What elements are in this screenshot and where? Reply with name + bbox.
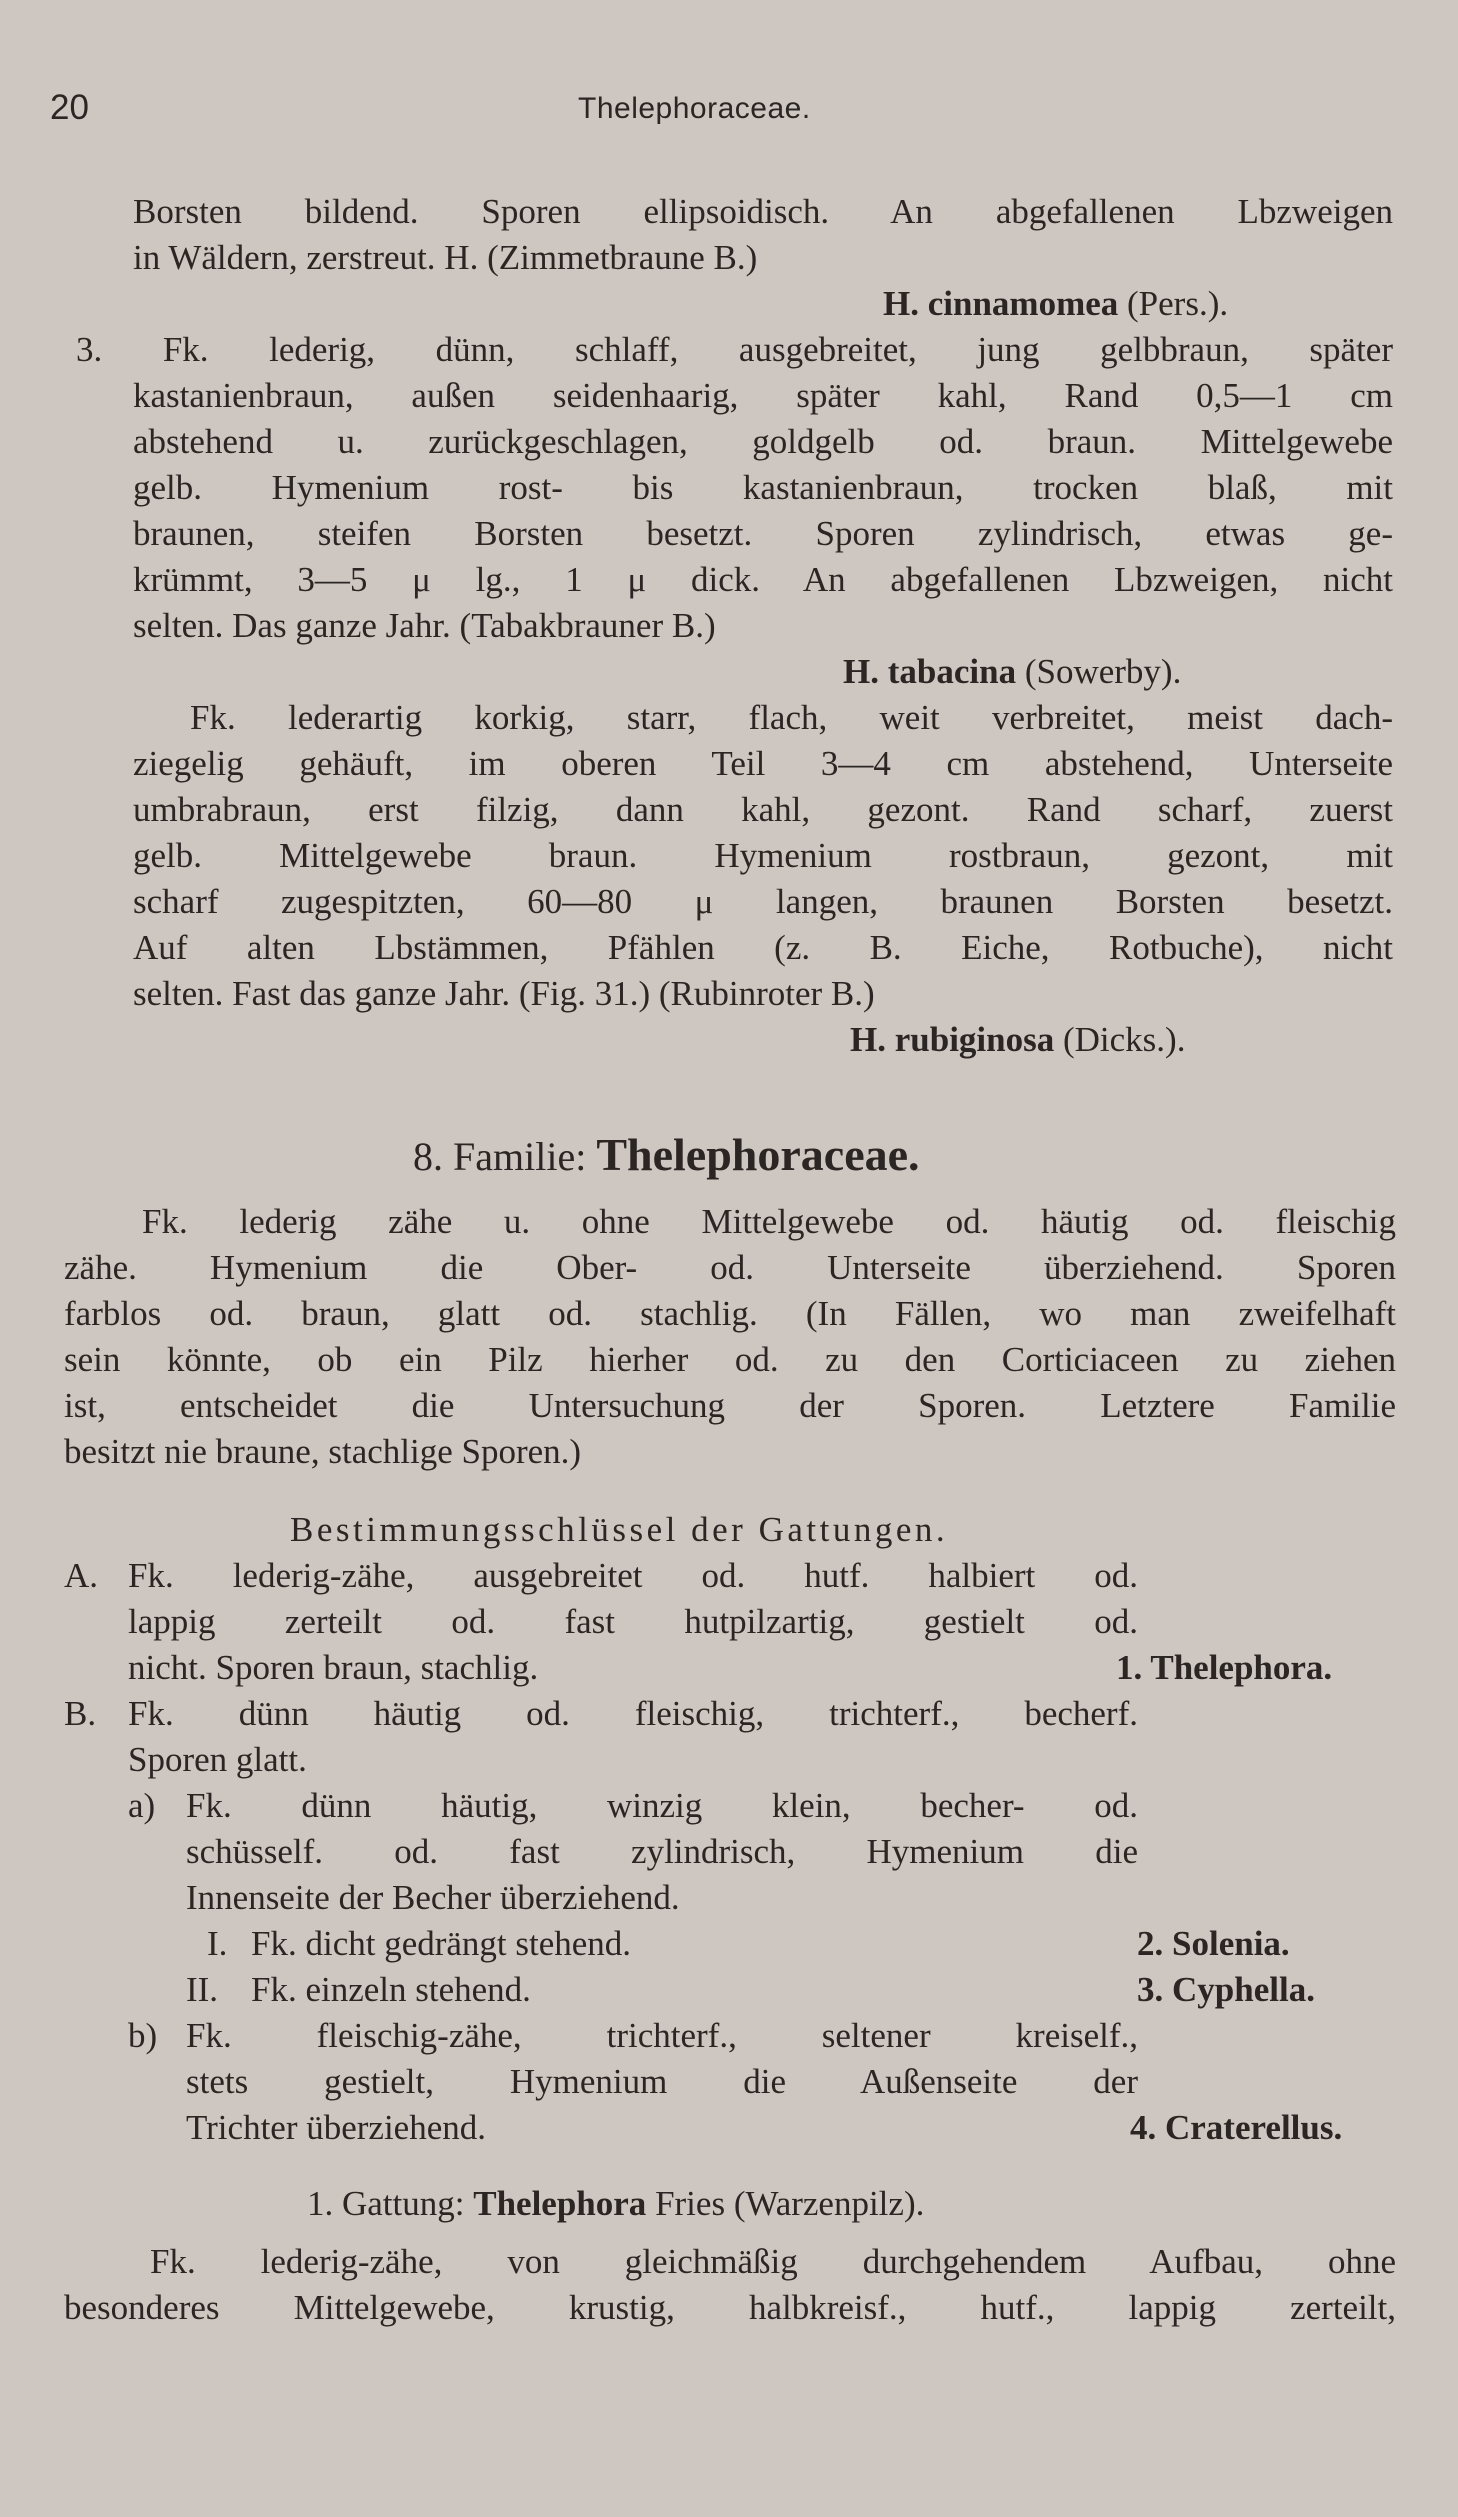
- text-line: sein könnte, ob ein Pilz hierher od. zu den Corticiaceen zu ziehen: [64, 1340, 1396, 1379]
- running-title: Thelephoraceae.: [578, 92, 811, 125]
- text-line: gelb. Hymenium rost- bis kastanienbraun, trocken blaß, mit: [133, 468, 1393, 507]
- key-text: stets gestielt, Hymenium die Außenseite der: [186, 2062, 1138, 2101]
- key-text: Fk. lederig-zähe, ausgebreitet od. hutf. halbiert od.: [128, 1556, 1138, 1595]
- key-result: 2. Solenia.: [1137, 1924, 1290, 1963]
- text-line: krümmt, 3—5 μ lg., 1 μ dick. An abgefallenen Lbzweigen, nicht: [133, 560, 1393, 599]
- key-title: Bestimmungsschlüssel der Gattungen.: [290, 1510, 949, 1549]
- species-line: [850, 1018, 1185, 1062]
- species-author: (Sowerby).: [1016, 652, 1182, 691]
- text-line: zähe. Hymenium die Ober- od. Unterseite überziehend. Sporen: [64, 1248, 1396, 1287]
- text-line: in Wäldern, zerstreut. H. (Zimmetbraune B.): [133, 238, 758, 277]
- text-line: besonderes Mittelgewebe, krustig, halbkreisf., hutf., lappig zerteilt,: [64, 2288, 1396, 2327]
- page-number: 20: [50, 88, 89, 127]
- text-line: besitzt nie braune, stachlige Sporen.): [64, 1432, 582, 1471]
- text-line: ziegelig gehäuft, im oberen Teil 3—4 cm abstehend, Unterseite: [133, 744, 1393, 783]
- key-label: A.: [64, 1556, 99, 1595]
- text-line: Fk. lederig-zähe, von gleichmäßig durchgehendem Aufbau, ohne: [150, 2242, 1396, 2281]
- species-line: [843, 650, 1181, 694]
- genus-prefix: 1. Gattung:: [307, 2184, 474, 2223]
- text-line: farblos od. braun, glatt od. stachlig. (In Fällen, wo man zweifelhaft: [64, 1294, 1396, 1333]
- text-line: selten. Fast das ganze Jahr. (Fig. 31.) (Rubinroter B.): [133, 974, 875, 1013]
- text-line: scharf zugespitzten, 60—80 μ langen, braunen Borsten besetzt.: [133, 882, 1393, 921]
- text-line: 3. Fk. lederig, dünn, schlaff, ausgebreitet, jung gelbbraun, später: [76, 330, 1393, 369]
- key-text: lappig zerteilt od. fast hutpilzartig, gestielt od.: [128, 1602, 1138, 1641]
- key-label: B.: [64, 1694, 97, 1733]
- key-text: Fk. dünn häutig od. fleischig, trichterf., becherf.: [128, 1694, 1138, 1733]
- species-name: H. tabacina: [843, 652, 1017, 691]
- key-result: 3. Cyphella.: [1137, 1970, 1315, 2009]
- key-text: schüsself. od. fast zylindrisch, Hymenium die: [186, 1832, 1138, 1871]
- text-line: Fk. lederartig korkig, starr, flach, weit verbreitet, meist dach-: [190, 698, 1393, 737]
- text-line: braunen, steifen Borsten besetzt. Sporen zylindrisch, etwas ge-: [133, 514, 1393, 553]
- text-line: Fk. lederig zähe u. ohne Mittelgewebe od. häutig od. fleischig: [142, 1202, 1396, 1241]
- genus-suffix: Fries (Warzenpilz).: [646, 2184, 925, 2223]
- text-line: umbrabraun, erst filzig, dann kahl, gezont. Rand scharf, zuerst: [133, 790, 1393, 829]
- text-line: kastanienbraun, außen seidenhaarig, später kahl, Rand 0,5—1 cm: [133, 376, 1393, 415]
- key-text: Innenseite der Becher überziehend.: [186, 1878, 680, 1917]
- key-result: 4. Craterellus.: [1130, 2108, 1343, 2147]
- key-label: II.: [186, 1970, 219, 2009]
- family-prefix: 8. Familie:: [413, 1134, 597, 1179]
- species-name: H. cinnamomea: [883, 284, 1119, 323]
- family-name: Thelephoraceae.: [596, 1129, 920, 1180]
- key-text: Fk. dicht gedrängt stehend.: [251, 1924, 632, 1963]
- text-line: selten. Das ganze Jahr. (Tabakbrauner B.): [133, 606, 716, 645]
- key-text: Fk. fleischig-zähe, trichterf., seltener kreiself.,: [186, 2016, 1138, 2055]
- key-text: Sporen glatt.: [128, 1740, 307, 1779]
- species-author: (Pers.).: [1118, 284, 1229, 323]
- key-text: nicht. Sporen braun, stachlig.: [128, 1648, 539, 1687]
- family-heading: [413, 1128, 920, 1181]
- key-text: Trichter überziehend.: [186, 2108, 486, 2147]
- text-line: gelb. Mittelgewebe braun. Hymenium rostbraun, gezont, mit: [133, 836, 1393, 875]
- genus-heading: [307, 2182, 924, 2226]
- key-label: I.: [207, 1924, 228, 1963]
- text-line: abstehend u. zurückgeschlagen, goldgelb od. braun. Mittelgewebe: [133, 422, 1393, 461]
- key-result: 1. Thelephora.: [1116, 1648, 1333, 1687]
- species-author: (Dicks.).: [1054, 1020, 1186, 1059]
- key-text: Fk. einzeln stehend.: [251, 1970, 531, 2009]
- key-text: Fk. dünn häutig, winzig klein, becher- od.: [186, 1786, 1138, 1825]
- text-line: Auf alten Lbstämmen, Pfählen (z. B. Eiche, Rotbuche), nicht: [133, 928, 1393, 967]
- genus-name: Thelephora: [473, 2184, 647, 2223]
- species-name: H. rubiginosa: [850, 1020, 1055, 1059]
- species-line: [883, 282, 1228, 326]
- key-label: a): [128, 1786, 156, 1825]
- text-line: Borsten bildend. Sporen ellipsoidisch. An abgefallenen Lbzweigen: [133, 192, 1393, 231]
- text-line: ist, entscheidet die Untersuchung der Sporen. Letztere Familie: [64, 1386, 1396, 1425]
- key-label: b): [128, 2016, 158, 2055]
